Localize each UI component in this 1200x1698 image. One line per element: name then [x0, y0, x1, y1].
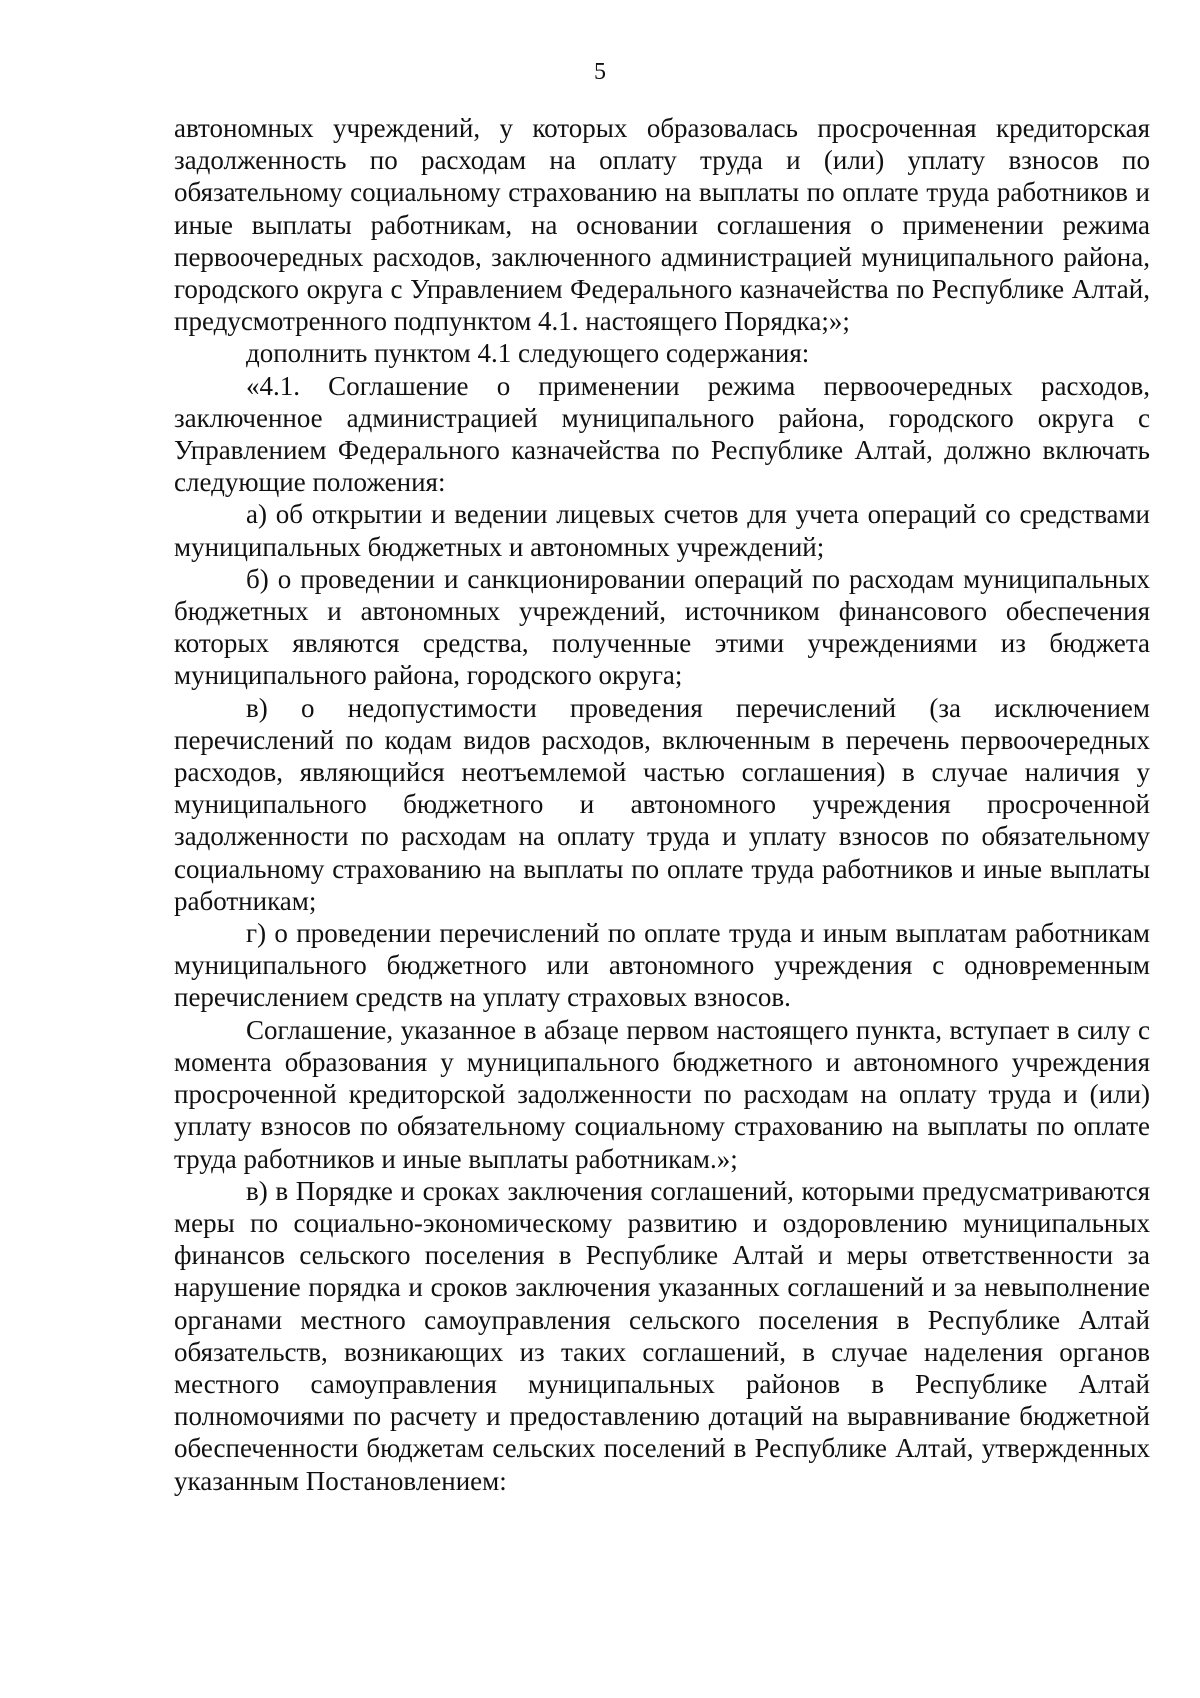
paragraph: в) в Порядке и сроках заключения соглашений, которыми предусматриваются меры по социально-экономическому развитию и оздоровлению муниципальных финансов сельского поселения в Республике Алтай и меры ответственности за нарушение порядка и сроков заключения указанных соглашений и за невыполнение органами местного самоуправления сельского поселения в Республике Алтай обязательств, возникающих из таких соглашений, в случае наделения органов местного самоуправления муниципальных районов в Республике Алтай полномочиями по расчету и предоставлению дотаций на выравнивание бюджетной обеспеченности бюджетам сельских поселений в Республике Алтай, утвержденных указанным Постановлением:: [174, 1175, 1150, 1496]
paragraph: б) о проведении и санкционировании операций по расходам муниципальных бюджетных и автономных учреждений, источником финансового обеспечения которых являются средства, полученные этими учреждениями из бюджета муниципального района, городского округа;: [174, 563, 1150, 691]
paragraph: автономных учреждений, у которых образовалась просроченная кредиторская задолженность по расходам на оплату труда и (или) уплату взносов по обязательному социальному страхованию на выплаты по оплате труда работников и иные выплаты работникам, на основании соглашения о применении режима первоочередных расходов, заключенного администрацией муниципального района, городского округа с Управлением Федерального казначейства по Республике Алтай, предусмотренного подпунктом 4.1. настоящего Порядка;»;: [174, 113, 1150, 337]
paragraph: г) о проведении перечислений по оплате труда и иным выплатам работникам муниципального бюджетного или автономного учреждения с одновременным перечислением средств на уплату страховых взносов.: [174, 918, 1150, 1013]
paragraph: «4.1. Соглашение о применении режима первоочередных расходов, заключенное администрацией муниципального района, городского округа с Управлением Федерального казначейства по Республике Алтай, должно включать следующие положения:: [174, 370, 1150, 498]
paragraph: а) об открытии и ведении лицевых счетов для учета операций со средствами муниципальных бюджетных и автономных учреждений;: [174, 499, 1150, 562]
page-number: 5: [594, 59, 606, 85]
paragraph: Соглашение, указанное в абзаце первом настоящего пункта, вступает в силу с момента образования у муниципального бюджетного и автономного учреждения просроченной кредиторской задолженности по расходам на оплату труда и (или) уплату взносов по обязательному социальному страхованию на выплаты по оплате труда работников и иные выплаты работникам.»;: [174, 1014, 1150, 1174]
paragraph: в) о недопустимости проведения перечислений (за исключением перечислений по кодам видов расходов, включенным в перечень первоочередных расходов, являющийся неотъемлемой частью соглашения) в случае наличия у муниципального бюджетного и автономного учреждения просроченной задолженности по расходам на оплату труда и уплату взносов по обязательному социальному страхованию на выплаты по оплате труда работников и иные выплаты работникам;: [174, 692, 1150, 916]
paragraph: дополнить пунктом 4.1 следующего содержания:: [246, 338, 810, 369]
document-body: [174, 112, 1150, 1497]
